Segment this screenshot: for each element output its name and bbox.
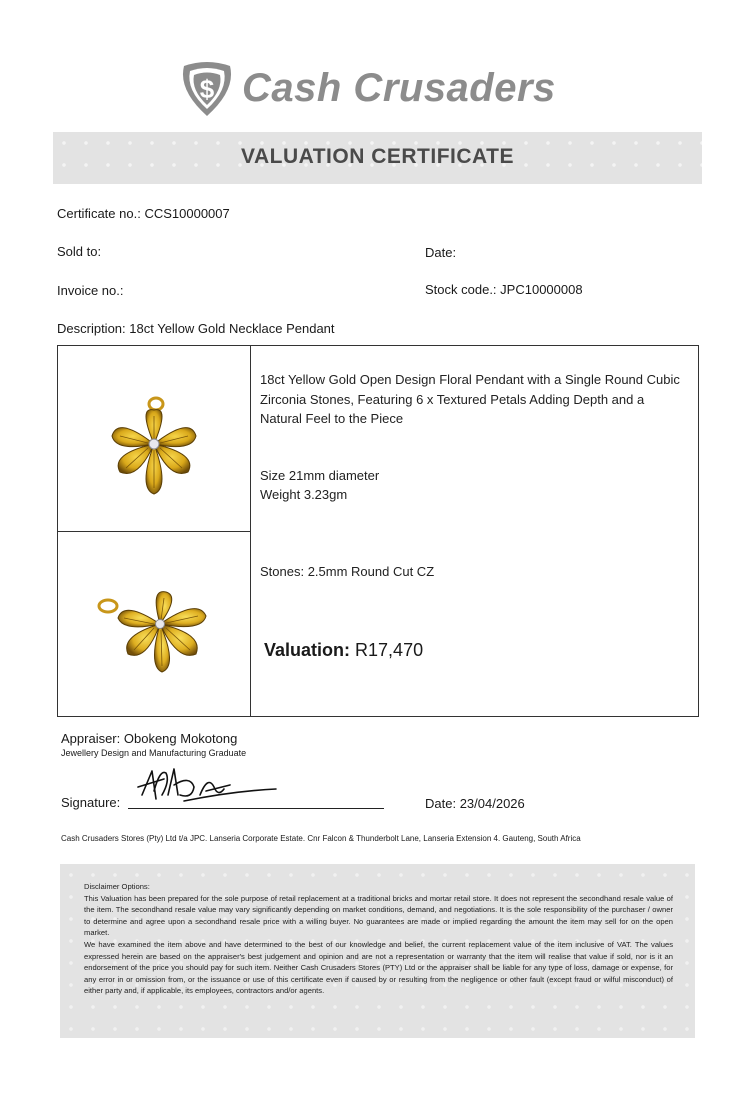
item-details-table bbox=[57, 345, 699, 717]
valuation-line bbox=[264, 640, 423, 661]
certificate-number-row bbox=[57, 206, 230, 221]
stock-code-value: JPC10000008 bbox=[500, 282, 583, 297]
brand-logo bbox=[176, 60, 586, 120]
description-label: Description: bbox=[57, 321, 126, 336]
dollar-shield-icon bbox=[176, 60, 238, 118]
company-address-line: Cash Crusaders Stores (Pty) Ltd t/a JPC. Lanseria Corporate Estate. Cnr Falcon & Thunderbolt Lane, Lanseria Extension 4. Gauteng, South Africa bbox=[61, 834, 581, 843]
table-photo-divider bbox=[58, 531, 250, 532]
sold-to-row bbox=[57, 244, 101, 259]
stock-code-label: Stock code.: bbox=[425, 282, 497, 297]
item-details-text: 18ct Yellow Gold Open Design Floral Pendant with a Single Round Cubic Zirconia Stones, Featuring 6 x Textured Petals Adding Depth and a Natural Feel to the Piece bbox=[260, 372, 680, 426]
certificate-banner bbox=[53, 132, 702, 184]
certificate-number-value: CCS10000007 bbox=[144, 206, 230, 221]
invoice-number-row bbox=[57, 283, 124, 298]
disclaimer-box bbox=[60, 864, 695, 1038]
appraiser-name: Obokeng Mokotong bbox=[123, 731, 238, 746]
valuation-label: Valuation: bbox=[264, 640, 351, 660]
svg-text:$: $ bbox=[199, 74, 215, 104]
appraiser-label: Appraiser: bbox=[61, 731, 121, 746]
appraiser-row bbox=[61, 731, 237, 746]
item-weight-text: Weight 3.23gm bbox=[260, 487, 348, 502]
signed-date-value: 23/04/2026 bbox=[459, 796, 525, 811]
item-stones-text: Stones: 2.5mm Round Cut CZ bbox=[260, 564, 435, 579]
description-value: 18ct Yellow Gold Necklace Pendant bbox=[129, 321, 335, 336]
signed-date-label: Date: bbox=[425, 796, 457, 811]
gold-pendant-angle-photo bbox=[94, 584, 218, 680]
disclaimer-paragraph-liability: We have examined the item above and have determined to the best of our knowledge and belief, the current replacement value of the item inclusive of VAT. The values expressed herein are based on the appraiser's best judgement and opinion and are not a representation or warranty that the item will realise that value if sold, nor is it an endorsement of the price you should pay for such item. Neither Cash Crusaders Stores (PTY) Ltd or the appraiser shall be liable for any type of loss, damage or expense, for any error in or omission from, or the issuance or use of this certificate even if caused by or resulting from the negligence or other fault (except fraud or wilful misconduct) of either party and, if applicable, its employees, contractors and/or agents. bbox=[84, 939, 673, 996]
signature-label: Signature: bbox=[61, 795, 121, 810]
description-row bbox=[57, 321, 335, 336]
table-column-divider bbox=[250, 346, 251, 716]
certificate-number-label: Certificate no.: bbox=[57, 206, 141, 221]
appraiser-title: Jewellery Design and Manufacturing Graduate bbox=[61, 748, 247, 758]
sold-to-label: Sold to: bbox=[57, 244, 102, 259]
stock-code-row bbox=[425, 282, 583, 297]
brand-wordmark: Cash Crusaders bbox=[242, 66, 556, 110]
signature-image bbox=[134, 765, 280, 807]
gold-pendant-front-photo bbox=[98, 396, 210, 502]
signed-date-row bbox=[425, 796, 525, 811]
disclaimer-paragraph-retail: This Valuation has been prepared for the sole purpose of retail replacement at a traditional bricks and mortar retail store. It does not represent the secondhand resale value of the item. The secondhand resale value may vary significantly depending on market conditions, demand, and negotiations. It is the sole responsibility of the purchaser / owner to determine and agree upon a secondhand resale price with a willing buyer. No guarantees are made or implied regarding the amount the item may sell for on the open market. bbox=[84, 893, 673, 938]
date-row bbox=[425, 245, 456, 260]
valuation-value: R17,470 bbox=[355, 640, 424, 660]
item-size-text: Size 21mm diameter bbox=[260, 468, 380, 483]
signature-line bbox=[128, 808, 384, 809]
invoice-number-label: Invoice no.: bbox=[57, 283, 124, 298]
document-title: VALUATION CERTIFICATE bbox=[241, 145, 514, 168]
disclaimer-heading: Disclaimer Options: bbox=[84, 882, 150, 891]
date-label: Date: bbox=[425, 245, 457, 260]
